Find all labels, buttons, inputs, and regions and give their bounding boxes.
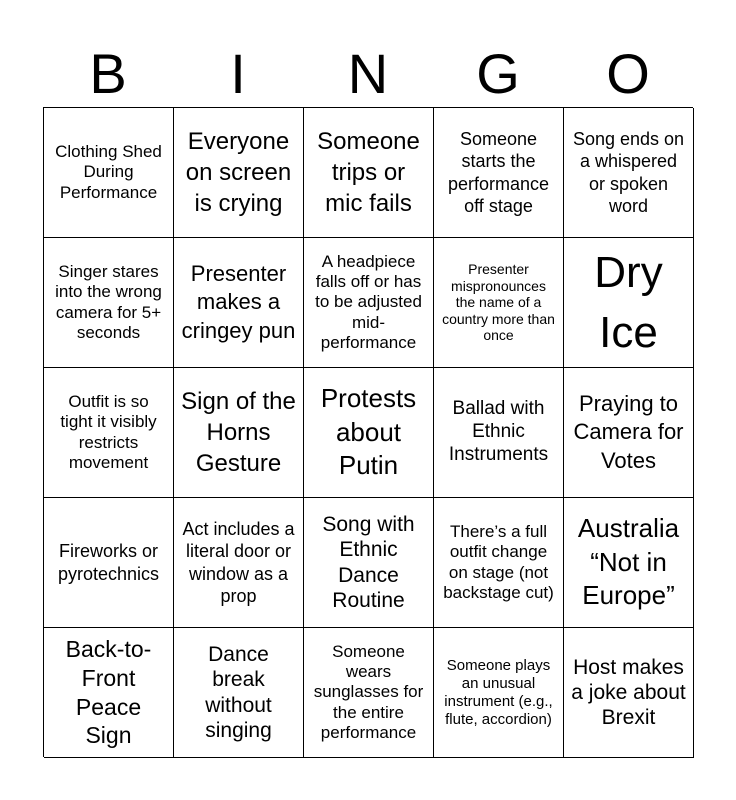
bingo-header bbox=[43, 40, 693, 108]
bingo-cell[interactable]: Song with Ethnic Dance Routine bbox=[304, 498, 434, 628]
bingo-cell[interactable]: Fireworks or pyrotechnics bbox=[44, 498, 174, 628]
bingo-cell[interactable]: Protests about Putin bbox=[304, 368, 434, 498]
bingo-cell[interactable]: Back-to-Front Peace Sign bbox=[44, 628, 174, 758]
bingo-cell[interactable]: Presenter mispronounces the name of a country more than once bbox=[434, 238, 564, 368]
bingo-cell[interactable]: Presenter makes a cringey pun bbox=[174, 238, 304, 368]
bingo-cell[interactable]: Outfit is so tight it visibly restricts movement bbox=[44, 368, 174, 498]
bingo-cell[interactable]: Someone plays an unusual instrument (e.g., flute, accordion) bbox=[434, 628, 564, 758]
bingo-cell[interactable]: Dry Ice bbox=[564, 238, 694, 368]
bingo-cell[interactable]: Ballad with Ethnic Instruments bbox=[434, 368, 564, 498]
bingo-cell[interactable]: There’s a full outfit change on stage (not backstage cut) bbox=[434, 498, 564, 628]
header-letter-o: O bbox=[606, 42, 650, 105]
bingo-cell[interactable]: Clothing Shed During Performance bbox=[44, 108, 174, 238]
bingo-cell[interactable]: Dance break without singing bbox=[174, 628, 304, 758]
bingo-board bbox=[43, 107, 693, 757]
header-letter-n: N bbox=[347, 42, 389, 105]
bingo-cell[interactable]: A headpiece falls off or has to be adjusted mid-performance bbox=[304, 238, 434, 368]
header-letter-b: B bbox=[89, 42, 127, 105]
bingo-cell[interactable]: Song ends on a whispered or spoken word bbox=[564, 108, 694, 238]
bingo-cell[interactable]: Act includes a literal door or window as a prop bbox=[174, 498, 304, 628]
bingo-cell[interactable]: Someone starts the performance off stage bbox=[434, 108, 564, 238]
bingo-cell[interactable]: Everyone on screen is crying bbox=[174, 108, 304, 238]
bingo-cell[interactable]: Australia “Not in Europe” bbox=[564, 498, 694, 628]
bingo-cell[interactable]: Sign of the Horns Gesture bbox=[174, 368, 304, 498]
bingo-cell[interactable]: Someone trips or mic fails bbox=[304, 108, 434, 238]
bingo-cell[interactable]: Host makes a joke about Brexit bbox=[564, 628, 694, 758]
bingo-cell[interactable]: Singer stares into the wrong camera for 5+ seconds bbox=[44, 238, 174, 368]
header-letter-i: I bbox=[230, 42, 246, 105]
header-letter-g: G bbox=[476, 42, 520, 105]
bingo-cell[interactable]: Someone wears sunglasses for the entire performance bbox=[304, 628, 434, 758]
bingo-cell[interactable]: Praying to Camera for Votes bbox=[564, 368, 694, 498]
